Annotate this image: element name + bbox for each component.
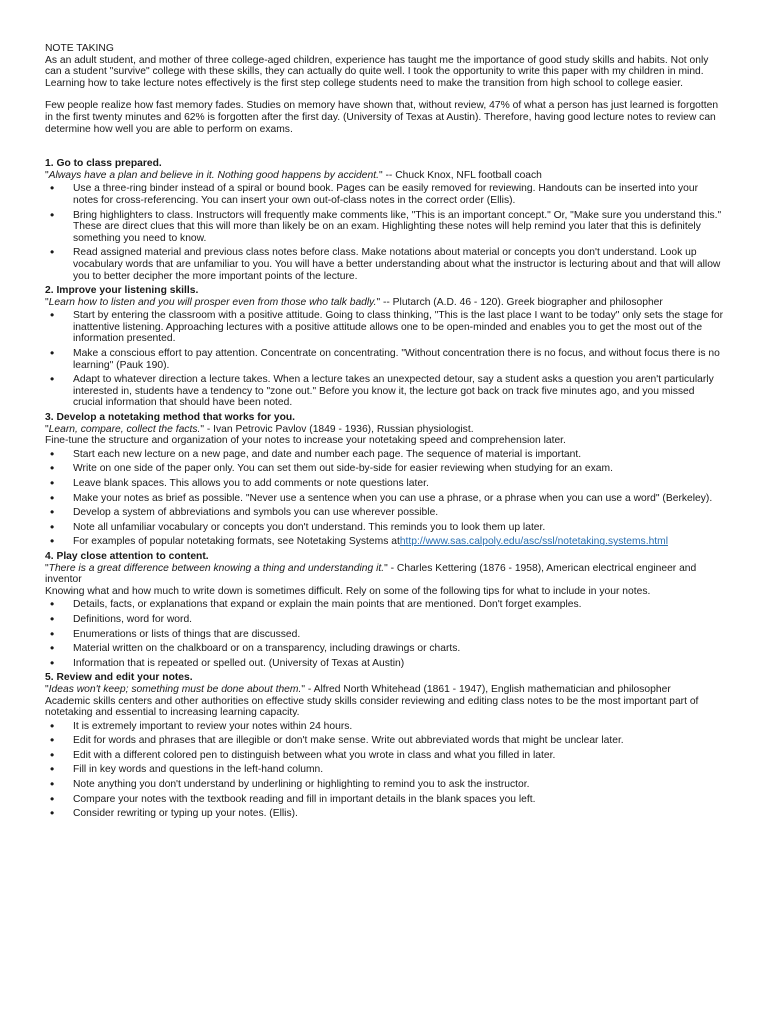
list-item: • Enumerations or lists of things that are discussed.	[50, 626, 301, 641]
list-item: • For examples of popular notetaking formats, see Notetaking Systems athttp://www.sas.calpoly.edu/asc/ssl/notetaking.systems.html	[50, 534, 669, 549]
list-item: • Edit for words and phrases that are illegible or don't make sense. Write out abbreviated words that might be unclear later.	[50, 733, 624, 748]
bullet-icon: •	[50, 747, 55, 762]
bullet-list	[45, 446, 725, 549]
bullet-icon: •	[50, 346, 55, 361]
bullet-icon: •	[50, 446, 55, 461]
bullet-list	[45, 183, 725, 282]
list-item: • Start each new lecture on a new page, and date and number each page. The sequence of material is important.	[50, 446, 582, 461]
intro-paragraph-1: As an adult student, and mother of three college-aged children, experience has taught me the importance of good study skills and habits. Not only can a student "survive" college with these skills, they can actually do quite well. I took the opportunity to write this paper with my children in mind. Learning how to take lecture notes effectively is the first step college students need to make the transition from high school to college easier.	[45, 54, 709, 89]
section-heading: 1. Go to class prepared.	[45, 158, 162, 170]
list-item: • Material written on the chalkboard or on a transparency, including drawings or charts.	[50, 641, 461, 656]
list-item: • Read assigned material and previous class notes before class. Make notations about material or concepts you don't understand. Look up vocabulary words that are unfamiliar to you. You will have a better understanding about what the instructor is lecturing about and that will allow you to better decipher the more important points of the lecture.	[50, 245, 721, 282]
document-body	[45, 43, 725, 823]
bullet-icon: •	[50, 490, 55, 505]
section-quote: "Ideas won't keep; something must be done about them." - Alfred North Whitehead (1861 - 1947), English mathematician and philosopher	[45, 683, 671, 695]
bullet-icon: •	[50, 207, 55, 222]
section-5	[45, 672, 725, 820]
section-heading: 2. Improve your listening skills.	[45, 285, 199, 297]
bullet-icon: •	[50, 777, 55, 792]
quote-text: Always have a plan and believe in it. Nothing good happens by accident.	[48, 169, 379, 181]
section-heading: 4. Play close attention to content.	[45, 550, 209, 562]
section-3	[45, 412, 725, 548]
list-item: • Note anything you don't understand by underlining or highlighting to remind you to ask the instructor.	[50, 777, 530, 792]
bullet-icon: •	[50, 308, 55, 323]
section-heading: 3. Develop a notetaking method that works for you.	[45, 412, 296, 424]
list-item: • Start by entering the classroom with a positive attitude. Going to class thinking, "This is the last place I want to be today" only sets the stage for inattentive listening. Approaching lectures with a positive attitude allows one to be open-minded and enables you to get the most out of the information presented.	[50, 308, 724, 345]
bullet-icon: •	[50, 791, 55, 806]
list-item: • Leave blank spaces. This allows you to add comments or note questions later.	[50, 476, 429, 490]
bullet-icon: •	[50, 655, 55, 670]
section-quote: "There is a great difference between knowing a thing and understanding it." - Charles Kettering (1876 - 1958), American electrical engineer and inventor	[45, 562, 697, 586]
notetaking-systems-link[interactable]: http://www.sas.calpoly.edu/asc/ssl/notetaking.systems.html	[399, 536, 669, 548]
quote-attribution: - Charles Kettering (1876 - 1958), American electrical engineer and inventor	[45, 562, 697, 586]
list-item: • Develop a system of abbreviations and symbols you can use wherever possible.	[50, 505, 439, 520]
bullet-icon: •	[50, 534, 55, 549]
section-heading: 5. Review and edit your notes.	[45, 672, 193, 684]
section-quote: "Always have a plan and believe in it. Nothing good happens by accident." -- Chuck Knox, NFL football coach	[45, 169, 542, 181]
list-item: • Write on one side of the paper only. You can set them out side-by-side for easier reviewing when studying for an exam.	[50, 461, 613, 476]
bullet-icon: •	[50, 372, 55, 387]
bullet-icon: •	[50, 641, 55, 656]
list-item: • Note all unfamiliar vocabulary or concepts you don't understand. This reminds you to look them up later.	[50, 519, 546, 534]
quote-text: There is a great difference between knowing a thing and understanding it.	[48, 562, 385, 574]
bullet-icon: •	[50, 718, 55, 733]
list-item: • Definitions, word for word.	[50, 611, 193, 626]
bullet-icon: •	[50, 461, 55, 476]
quote-attribution: - Ivan Petrovic Pavlov (1849 - 1936), Russian physiologist.	[203, 423, 474, 435]
list-item: • Adapt to whatever direction a lecture takes. When a lecture takes an unexpected detour, say a student asks a question you aren't particularly interested in, students have a tendency to "zone out." Before you know it, the lecture got back on track five minutes ago, and you missed crucial information that should have been noted.	[50, 372, 714, 409]
list-item: • Make your notes as brief as possible. "Never use a sentence when you can use a phrase, or a phrase when you can use a word" (Berkeley).	[50, 490, 713, 505]
quote-text: Learn, compare, collect the facts.	[48, 423, 201, 435]
bullet-icon: •	[50, 505, 55, 520]
section-quote: "Learn how to listen and you will prosper even from those who talk badly." -- Plutarch (A.D. 46 - 120). Greek biographer and philosopher	[45, 296, 663, 308]
section-text: Academic skills centers and other authorities on effective study skills consider reviewing and editing class notes to be the most important part of notetaking and essential to increasing learning capacity.	[45, 695, 699, 719]
list-item: • Use a three-ring binder instead of a spiral or bound book. Pages can be easily removed for reviewing. Handouts can be inserted into your notes for cross-referencing. You can insert your own out-of-class notes in the correct order (Ellis).	[50, 181, 699, 206]
list-item: • Information that is repeated or spelled out. (University of Texas at Austin)	[50, 655, 405, 670]
quote-attribution: - Alfred North Whitehead (1861 - 1947), English mathematician and philosopher	[305, 683, 671, 695]
list-item: • Consider rewriting or typing up your notes. (Ellis).	[50, 806, 298, 821]
bullet-icon: •	[50, 626, 55, 641]
bullet-list	[45, 599, 725, 669]
bullet-icon: •	[50, 597, 55, 612]
section-2	[45, 285, 725, 409]
quote-text: Learn how to listen and you will prosper even from those who talk badly.	[48, 296, 377, 308]
section-4	[45, 551, 725, 669]
section-text: Fine-tune the structure and organization of your notes to increase your notetaking speed and comprehension later.	[45, 435, 566, 447]
bullet-icon: •	[50, 181, 55, 196]
quote-attribution: -- Chuck Knox, NFL football coach	[382, 169, 542, 181]
bullet-icon: •	[50, 611, 55, 626]
bullet-list	[45, 310, 725, 409]
section-quote: "Learn, compare, collect the facts." - Ivan Petrovic Pavlov (1849 - 1936), Russian physiologist.	[45, 423, 474, 435]
quote-text: Ideas won't keep; something must be done about them.	[48, 683, 302, 695]
bullet-icon: •	[50, 762, 55, 777]
list-item: • Make a conscious effort to pay attention. Concentrate on concentrating. "Without concentration there is no focus, and without focus there is no learning" (Pauk 190).	[50, 346, 720, 371]
list-item: • It is extremely important to review your notes within 24 hours.	[50, 718, 353, 733]
list-item: • Fill in key words and questions in the left-hand column.	[50, 762, 324, 777]
intro-paragraph-2: Few people realize how fast memory fades. Studies on memory have shown that, without review, 47% of what a person has just learned is forgotten in the first twenty minutes and 62% is forgotten after the first day. (University of Texas at Austin). Therefore, having good lecture notes to review can determine how well you are able to perform on exams.	[45, 100, 719, 135]
bullet-list	[45, 718, 725, 821]
bullet-icon: •	[50, 806, 55, 821]
section-text: Knowing what and how much to write down is sometimes difficult. Rely on some of the following tips for what to include in your notes.	[45, 585, 651, 597]
list-item: • Edit with a different colored pen to distinguish between what you wrote in class and what you filled in later.	[50, 747, 556, 762]
list-item: • Compare your notes with the textbook reading and fill in important details in the blank spaces you left.	[50, 791, 536, 806]
section-1	[45, 158, 725, 282]
list-item: • Details, facts, or explanations that expand or explain the main points that are mentioned. Don't forget examples.	[50, 597, 582, 612]
bullet-icon: •	[50, 245, 55, 260]
list-item: • Bring highlighters to class. Instructors will frequently make comments like, "This is an important concept." Or, "Make sure you understand this." These are direct clues that this will more than likely be on an exam. Highlighting these notes will help remind you later that this is definitely something you need to know.	[50, 207, 722, 244]
document-title: NOTE TAKING	[45, 43, 114, 54]
bullet-icon: •	[50, 733, 55, 748]
bullet-icon: •	[50, 519, 55, 534]
quote-attribution: -- Plutarch (A.D. 46 - 120). Greek biographer and philosopher	[380, 296, 663, 308]
bullet-icon: •	[50, 476, 55, 490]
